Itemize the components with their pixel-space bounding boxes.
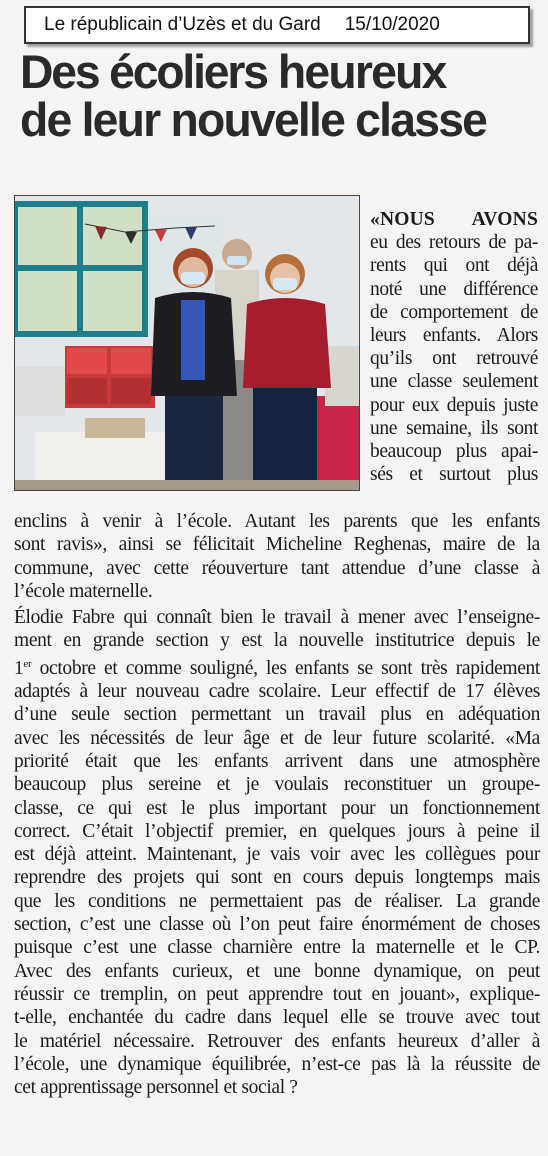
headline-bold: Des écoliers <box>20 45 267 98</box>
paragraph-1 <box>14 510 540 603</box>
side-line: pour eux depuis juste <box>370 394 538 416</box>
body-line: réussir ce tremplin, on peut apprendre tout en jouant», explique- <box>14 983 540 1005</box>
publication-date: 15/10/2020 <box>344 14 440 35</box>
body-line: commune, avec cette réouverture tant attendue d’une classe à <box>14 557 540 579</box>
body-line: l’école, une dynamique équilibrée, n’est-ce pas là la réussite de <box>14 1053 540 1075</box>
body-line: classe, ce qui est le plus important pour un fonctionnement <box>14 797 540 819</box>
headline-rest: heureux <box>277 45 446 98</box>
date-day: 1 <box>14 657 24 679</box>
body-line: section, c’est une classe où l’on peut faire énormément de choses <box>14 914 540 936</box>
body-line: cet apprentissage personnel et social ? <box>14 1077 298 1099</box>
body-line: que les conditions ne permettaient pas de réaliser. La grande <box>14 890 540 912</box>
body-line: reprendre des projets qui sont en cours depuis longtemps mais <box>14 867 540 889</box>
body-line: enclins à venir à l’école. Autant les parents que les enfants <box>14 511 540 532</box>
side-line: eu des retours de pa- <box>370 232 538 254</box>
side-line: une semaine, ils sont <box>370 417 538 439</box>
body-line: adaptés à leur nouveau cadre scolaire. Leur effectif de 17 élèves <box>14 681 540 703</box>
source-box <box>24 6 530 44</box>
body-line: l’école maternelle. <box>14 580 153 602</box>
side-line: qu’ils ont retrouvé <box>370 348 538 370</box>
article-photo <box>14 195 360 491</box>
body-line: puisque c’est une classe charnière entre la maternelle et le CP. <box>14 937 540 959</box>
body-line: correct. C’était l’objectif premier, en quelques jours à peine il <box>14 820 540 842</box>
side-line: de comportement de <box>370 301 538 323</box>
body-line: priorité était que les enfants arrivent dans une atmosphère <box>14 750 540 772</box>
headline-line-1 <box>20 45 532 98</box>
body-line: ment en grande section y est la nouvelle institutrice depuis le <box>14 630 540 652</box>
article-body <box>14 510 540 1099</box>
side-line: beaucoup plus apai- <box>370 441 538 463</box>
date-ordinal: er <box>23 657 32 670</box>
body-line: le matériel nécessaire. Retrouver des enfants heureux d’aller à <box>14 1030 540 1052</box>
body-line: Avec des enfants curieux, et une bonne dynamique, on peut <box>14 960 540 982</box>
article-headline <box>20 45 532 146</box>
body-line: avec les nécessités de leur âge et de leur future scolarité. «Ma <box>14 727 540 749</box>
body-line: beaucoup plus sereine et je voulais reconstituer un groupe- <box>14 774 540 796</box>
side-line: une classe seulement <box>370 371 538 393</box>
body-line: sont ravis», ainsi se félicitait Micheline Reghenas, maire de la <box>14 534 540 556</box>
paragraph-2 <box>14 606 540 680</box>
side-line: sés et surtout plus <box>370 464 538 486</box>
body-line-with-date <box>14 653 540 680</box>
body-line: d’une seule section permettant un travail plus en adéquation <box>14 704 540 726</box>
classroom-photo-illustration <box>15 196 360 491</box>
side-line: rents qui ont déjà <box>370 255 538 277</box>
paragraph-3 <box>14 680 540 1099</box>
headline-line-2: de leur nouvelle classe <box>20 93 487 146</box>
side-column-text <box>370 208 538 486</box>
body-line: est déjà atteint. Maintenant, je vais voir avec les collègues pour <box>14 844 540 866</box>
body-line: Élodie Fabre qui connaît bien le travail à mener avec l’enseigne- <box>14 607 540 629</box>
lead-in: «NOUS AVONS <box>370 209 538 230</box>
side-line: leurs enfants. Alors <box>370 325 538 347</box>
date-line-rest: octobre et comme souligné, les enfants se sont très rapidement <box>31 657 540 679</box>
newspaper-name: Le républicain d’Uzès et du Gard <box>44 14 321 35</box>
body-line: t-elle, enchantée du cadre dans lequel elle se trouve avec tout <box>14 1007 540 1029</box>
side-line: noté une différence <box>370 278 538 300</box>
